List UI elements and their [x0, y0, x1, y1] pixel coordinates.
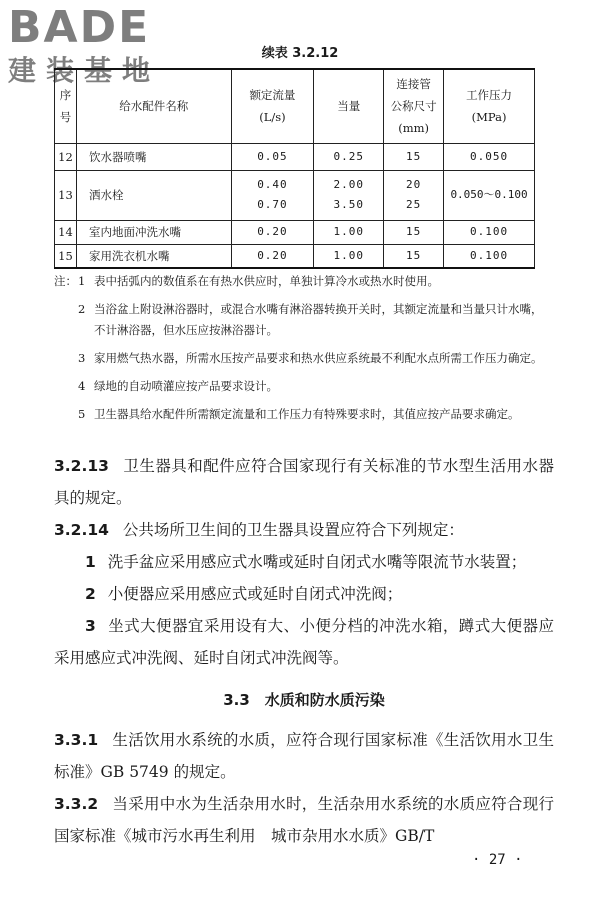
list-item	[54, 610, 554, 674]
cell-equivalent: 1.00	[314, 244, 384, 268]
cell-flow: 0.20	[231, 220, 314, 244]
header-index: 序号	[55, 69, 77, 143]
clause-number: 3.3.1	[54, 731, 99, 749]
list-item	[54, 546, 554, 578]
item-number: 3	[85, 617, 96, 635]
cell-equivalent: 0.25	[314, 143, 384, 170]
page-number: · 27 ·	[472, 852, 523, 868]
table-row	[55, 244, 535, 268]
clause-3-2-13	[54, 450, 554, 514]
fittings-table	[54, 68, 535, 269]
cell-index: 15	[55, 244, 77, 268]
clause-number: 3.2.13	[54, 457, 109, 475]
note-item	[54, 376, 544, 397]
note-text: 卫生器具给水配件所需额定流量和工作压力有特殊要求时，其值应按产品要求确定。	[94, 407, 520, 421]
table-title: 续表 3.2.12	[261, 46, 339, 61]
note-item	[54, 404, 544, 425]
cell-equivalent: 1.00	[314, 220, 384, 244]
note-number: 2	[78, 302, 86, 316]
cell-pressure: 0.100	[444, 244, 535, 268]
cell-pipe: 15	[384, 220, 444, 244]
item-number: 1	[85, 553, 96, 571]
cell-index: 12	[55, 143, 77, 170]
cell-index: 14	[55, 220, 77, 244]
logo-subtitle: 建装基地	[8, 54, 161, 87]
note-number: 5	[78, 407, 86, 421]
list-item	[54, 578, 554, 610]
cell-index: 13	[55, 170, 77, 220]
note-item	[54, 271, 544, 292]
header-flow: 额定流量 (L/s)	[231, 69, 314, 143]
header-pipe: 连接管 公称尺寸 (mm)	[384, 69, 444, 143]
note-text: 当浴盆上附设淋浴器时，或混合水嘴有淋浴器转换开关时，其额定流量和当量只计水嘴，不计淋浴器，但水压应按淋浴器计。	[94, 302, 543, 337]
note-number: 3	[78, 351, 86, 365]
notes-label: 注：	[54, 274, 77, 288]
cell-name: 家用洗衣机水嘴	[76, 244, 231, 268]
cell-name: 室内地面冲洗水嘴	[76, 220, 231, 244]
item-text: 坐式大便器宜采用设有大、小便分档的冲洗水箱，蹲式大便器应采用感应式冲洗阀、延时自闭式冲洗阀等。	[54, 617, 554, 667]
cell-flow: 0.05	[231, 143, 314, 170]
cell-pipe: 20 25	[384, 170, 444, 220]
item-text: 小便器应采用感应式或延时自闭式冲洗阀；	[107, 585, 403, 603]
table-row	[55, 170, 535, 220]
cell-name: 饮水器喷嘴	[76, 143, 231, 170]
note-item	[54, 348, 544, 369]
cell-equivalent: 2.00 3.50	[314, 170, 384, 220]
table-notes	[54, 271, 544, 432]
clause-number: 3.3.2	[54, 795, 99, 813]
item-text: 洗手盆应采用感应式水嘴或延时自闭式水嘴等限流节水装置；	[107, 553, 527, 571]
note-text: 绿地的自动喷灌应按产品要求设计。	[94, 379, 278, 393]
note-text: 表中括弧内的数值系在有热水供应时，单独计算冷水或热水时使用。	[94, 274, 439, 288]
table-row	[55, 143, 535, 170]
cell-pipe: 15	[384, 244, 444, 268]
header-name: 给水配件名称	[76, 69, 231, 143]
cell-pressure: 0.050～0.100	[444, 170, 535, 220]
logo-brand: BADE	[8, 2, 151, 53]
item-number: 2	[85, 585, 96, 603]
clause-number: 3.2.14	[54, 521, 109, 539]
cell-pressure: 0.050	[444, 143, 535, 170]
note-text: 家用燃气热水器，所需水压按产品要求和热水供应系统最不利配水点所需工作压力确定。	[94, 351, 543, 365]
cell-pipe: 15	[384, 143, 444, 170]
clause-3-3-1	[54, 724, 554, 788]
section-heading: 3.3 水质和防水质污染	[223, 691, 385, 709]
clause-text: 公共场所卫生间的卫生器具设置应符合下列规定：	[122, 521, 464, 539]
cell-name: 洒水栓	[76, 170, 231, 220]
clause-text: 卫生器具和配件应符合国家现行有关标准的节水型生活用水器具的规定。	[54, 457, 554, 507]
cell-flow: 0.40 0.70	[231, 170, 314, 220]
table-header-row	[55, 69, 535, 143]
table-row	[55, 220, 535, 244]
clause-text: 当采用中水为生活杂用水时，生活杂用水系统的水质应符合现行国家标准《城市污水再生利用 城市杂用水水质》GB/T	[54, 795, 554, 845]
note-item	[54, 299, 544, 341]
clause-text: 生活饮用水系统的水质，应符合现行国家标准《生活饮用水卫生标准》GB 5749 的规定。	[54, 731, 554, 781]
clause-3-2-14	[54, 514, 554, 546]
clause-3-3-2	[54, 788, 554, 852]
body-text	[54, 450, 554, 852]
header-pressure: 工作压力 (MPa)	[444, 69, 535, 143]
note-number: 4	[78, 379, 86, 393]
header-equivalent: 当量	[314, 69, 384, 143]
cell-flow: 0.20	[231, 244, 314, 268]
cell-pressure: 0.100	[444, 220, 535, 244]
note-number: 1	[78, 274, 86, 288]
